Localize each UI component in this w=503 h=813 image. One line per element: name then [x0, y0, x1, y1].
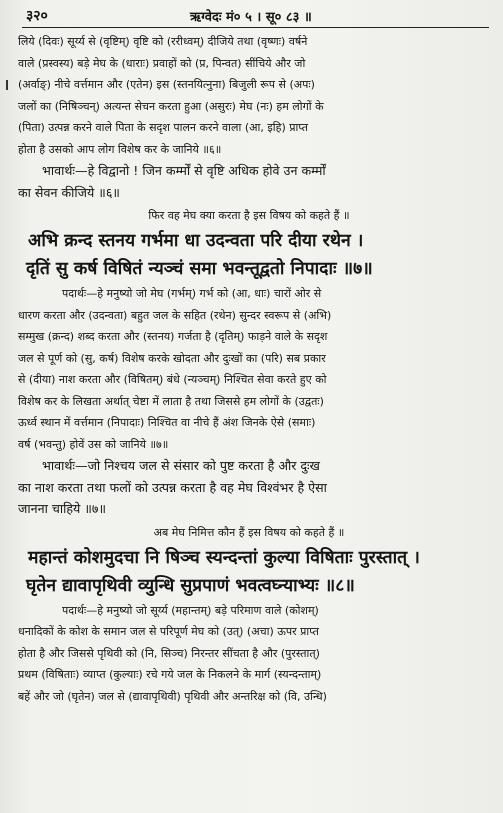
verse-line: महान्तं कोशमुदचा नि षिञ्च स्यन्दन्तां कुल्या विषिताः पुरस्तात् ।	[28, 547, 420, 568]
text-line: (अर्वाङ्) नीचे वर्त्तमान और (एतेन) इस (स्तनयित्नुना) बिजुली रूप से (अपः)	[18, 78, 315, 91]
text-line: धारण करता और (उदन्वता) बहुत जल के सहित (रथेन) सुन्दर स्वरूप से (अभि)	[18, 308, 332, 322]
page-header	[0, 4, 503, 26]
verse-line: दृतिं सु कर्ष विषितं न्यञ्चं समा भवन्तूद्वतो निपादाः ॥७॥	[26, 259, 373, 279]
verse-line: अभि क्रन्द स्तनय गर्भमा धा उदन्वता परि दीया रथेन ।	[28, 231, 364, 251]
text-line: लिये (दिवः) सूर्य्य से (वृष्टिम्) वृष्टि को (ररीध्वम्) दीजिये तथा (वृष्णः) वर्षने	[18, 35, 308, 48]
text-line: होता है उसको आप लोग विशेष कर के जानिये ॥६॥	[18, 142, 222, 156]
padartha-line: पदार्थः—हे मनुष्यो जो सूर्य्य (महान्तम्) बड़े परिमाण वाले (कोशम्)	[62, 603, 319, 617]
bhavartha-line: भावार्थः—हे विद्वानो ! जिन कर्म्मों से वृष्टि अधिक होवे उन कर्म्मों	[42, 163, 326, 178]
text-line: जलों का (निषिञ्चन्) अत्यन्त सेचन करता हुआ (असुरः) मेघ (नः) हम लोगों के	[18, 99, 324, 113]
section-heading: अब मेघ निमित्त कौन हैं इस विषय को कहते हैं ॥	[153, 525, 345, 539]
text-line: वर्ष (भवन्तु) होवें उस को जानिये ॥७॥	[18, 437, 169, 451]
padartha-line: पदार्थः—हे मनुष्यो जो मेघ (गर्भम्) गर्भ को (आ, धाः) चारों ओर से	[62, 287, 322, 300]
text-line: से (दीया) नाश करता और (विषितम्) बंधे (न्यञ्चम्) निश्चित सेवा करते हुए को	[18, 373, 327, 386]
text-line: विशेष कर के लिखता अर्थात् चेष्टा में लाता है तथा जिससे हम लोगों के (उद्वतः)	[18, 394, 324, 408]
text-line: सम्मुख (क्रन्द) शब्द करता और (स्तनय) गर्जता है (दृतिम्) फाड़ने वाले के सदृश	[18, 330, 328, 343]
bhavartha-line: का सेवन कीजिये ॥६॥	[18, 184, 120, 200]
text-line: बहें और जो (घृतेन) जल से (द्यावापृथिवी) पृथिवी और अन्तरिक्ष को (वि, उन्धि)	[18, 689, 327, 703]
text-line: वाले (प्रस्वस्य) बड़े मेघ के (धाराः) प्रवाहों को (प्र, पिन्वत) सींचिये और जो	[18, 56, 306, 70]
page-number: ३२०	[26, 8, 48, 24]
section-heading: फिर वह मेघ क्या करता है इस विषय को कहते हैं ॥	[148, 209, 350, 222]
text-line: प्रथम (विषिताः) व्याप्त (कुल्याः) रचे गये जल के निकलने के मार्ग (स्यन्दन्ताम्)	[18, 668, 322, 681]
text-line: (पिता) उत्पन्न करने वाले पिता के सदृश पालन करने वाला (आ, इहि) प्राप्त	[18, 121, 309, 134]
verse-line: घृतेन द्यावापृथिवी व्युन्धि सुप्रपाणं भवत्वघ्न्याभ्यः ॥८॥	[26, 575, 355, 596]
page-body	[18, 31, 480, 707]
header-rule	[22, 27, 489, 28]
bhavartha-line: भावार्थः—जो निश्चय जल से संसार को पुष्ट करता है और दुःख	[42, 458, 320, 473]
running-head: ऋग्वेदः मं० ५ । सू० ८३ ॥	[190, 10, 312, 25]
text-line: ऊर्ध्व स्थान में वर्त्तमान (निपादाः) निश्चित वा नीचे हैं अंश जिनके ऐसे (समाः)	[18, 416, 316, 429]
text-line: होता है और जिससे पृथिवी को (नि, सिञ्च) निरन्तर सींचता है और (पुरस्तात्)	[18, 646, 320, 660]
text-line: धनादिकों के कोश के समान जल से परिपूर्ण मेघ को (उत्) (अचा) ऊपर प्राप्त	[18, 625, 319, 638]
text-line: जल से पूर्ण को (सु, कर्ष) विशेष करके खोदता और दुःखों का (परि) सब प्रकार	[18, 351, 326, 365]
bhavartha-line: का नाश करता तथा फलों को उत्पन्न करता है वह मेघ विश्वंभर है ऐसा	[18, 479, 327, 495]
bhavartha-line: जानना चाहिये ॥७॥	[18, 501, 107, 516]
margin-mark	[6, 80, 10, 90]
